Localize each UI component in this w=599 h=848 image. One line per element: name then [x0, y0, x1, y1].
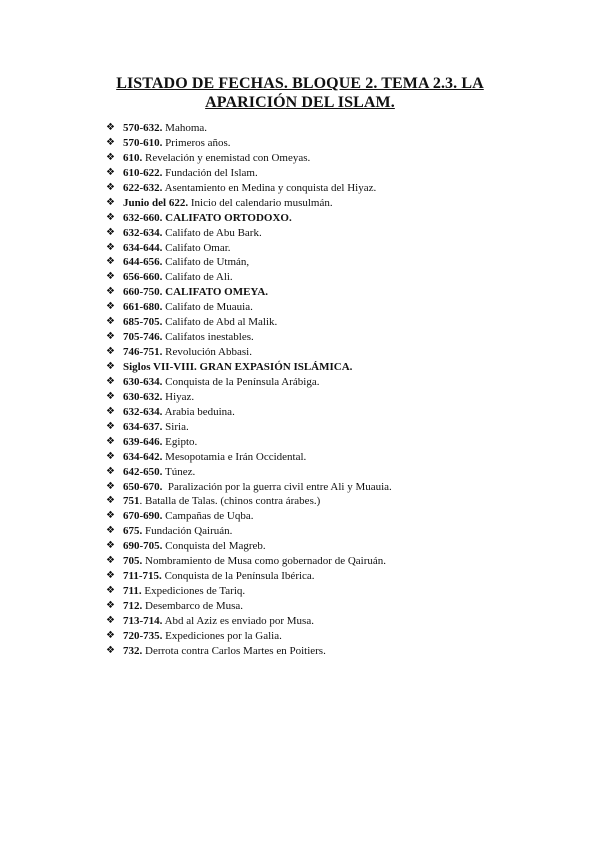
four-diamond-bullet-icon: ❖: [106, 540, 115, 552]
list-item: [106, 270, 392, 285]
item-description: Desembarco de Musa.: [142, 600, 244, 612]
four-diamond-bullet-icon: ❖: [106, 420, 115, 432]
list-item: [106, 226, 392, 241]
list-item: [106, 599, 392, 614]
list-item: [106, 614, 392, 629]
four-diamond-bullet-icon: ❖: [106, 151, 115, 163]
item-date: 732.: [123, 644, 143, 657]
four-diamond-bullet-icon: ❖: [106, 226, 115, 238]
four-diamond-bullet-icon: ❖: [106, 585, 115, 597]
item-date: 630-632.: [123, 390, 163, 403]
item-description: Conquista del Magreb.: [162, 540, 266, 553]
list-item: [106, 285, 392, 300]
item-date: 634-642.: [123, 450, 163, 463]
item-date: 712.: [123, 600, 143, 612]
item-date: 690-705.: [123, 540, 163, 553]
item-description: Mahoma.: [162, 122, 208, 134]
item-description: Primeros años.: [162, 136, 231, 149]
item-date: 713-714.: [123, 614, 163, 627]
four-diamond-bullet-icon: ❖: [106, 450, 115, 462]
list-item: [106, 330, 392, 345]
item-date: 622-632.: [123, 181, 163, 194]
four-diamond-bullet-icon: ❖: [106, 196, 115, 208]
item-date: 746-751.: [123, 346, 163, 359]
item-description: Arabia beduina.: [162, 405, 235, 418]
four-diamond-bullet-icon: ❖: [106, 495, 115, 507]
item-date: 632-634.: [123, 226, 163, 239]
item-description: Nombramiento de Musa como gobernador de Qairuán.: [142, 555, 387, 568]
item-description: Califato de Abd al Malik.: [162, 316, 278, 329]
item-description: Mesopotamia e Irán Occidental.: [162, 450, 307, 463]
item-date: 610.: [123, 151, 143, 164]
item-description: Revelación y enemistad con Omeyas.: [142, 151, 311, 164]
four-diamond-bullet-icon: ❖: [106, 271, 115, 283]
item-date: 650-670.: [123, 480, 163, 493]
item-date: Siglos VII-VIII.: [123, 361, 197, 373]
item-description: Expediciones por la Galia.: [162, 629, 282, 642]
list-item: [106, 420, 392, 435]
four-diamond-bullet-icon: ❖: [106, 555, 115, 567]
item-description: Fundación Qairuán.: [142, 525, 233, 538]
item-date: 711-715.: [123, 570, 162, 583]
four-diamond-bullet-icon: ❖: [106, 629, 115, 641]
list-item: [106, 509, 392, 524]
four-diamond-bullet-icon: ❖: [106, 241, 115, 253]
list-item: [106, 494, 392, 509]
list-item: [106, 390, 392, 405]
four-diamond-bullet-icon: ❖: [106, 644, 115, 656]
item-date: 570-632.: [123, 122, 163, 134]
four-diamond-bullet-icon: ❖: [106, 166, 115, 178]
four-diamond-bullet-icon: ❖: [106, 375, 115, 387]
item-date: 711.: [123, 585, 142, 598]
item-date: 656-660.: [123, 271, 163, 284]
four-diamond-bullet-icon: ❖: [106, 600, 115, 611]
four-diamond-bullet-icon: ❖: [106, 480, 115, 492]
item-description: Campañas de Uqba.: [162, 510, 254, 523]
item-date: 630-634.: [123, 375, 163, 388]
list-item: [106, 196, 392, 211]
item-date: 685-705.: [123, 316, 163, 329]
item-description: Abd al Aziz es enviado por Musa.: [162, 614, 314, 627]
page-title-line-2: APARICIÓN DEL ISLAM.: [205, 94, 395, 111]
list-item: [106, 181, 392, 196]
four-diamond-bullet-icon: ❖: [106, 435, 115, 447]
four-diamond-bullet-icon: ❖: [106, 331, 115, 343]
item-description: CALIFATO ORTODOXO.: [162, 211, 292, 224]
list-item: [106, 166, 392, 181]
item-date: 660-750.: [123, 286, 163, 299]
item-date: 642-650.: [123, 465, 163, 478]
list-item: [106, 241, 392, 256]
item-description: Califato de Utmán,: [162, 256, 250, 269]
item-description: Derrota contra Carlos Martes en Poitiers.: [142, 644, 326, 657]
list-item: [106, 315, 392, 330]
list-item: [106, 345, 392, 360]
item-description: Expediciones de Tariq.: [141, 585, 246, 598]
list-item: [106, 554, 392, 569]
list-item: [106, 569, 392, 584]
item-description: Egipto.: [162, 435, 198, 448]
item-description: Inicio del calendario musulmán.: [188, 196, 333, 209]
list-item: [106, 644, 392, 659]
item-description: Paralización por la guerra civil entre Ali y Muauia.: [162, 480, 392, 493]
item-date: 675.: [123, 525, 143, 538]
item-date: 661-680.: [123, 301, 163, 314]
list-item: [106, 480, 392, 495]
list-item: [106, 584, 392, 599]
item-date: 644-656.: [123, 256, 163, 269]
list-item: [106, 435, 392, 450]
list-item: [106, 136, 392, 151]
item-date: 634-637.: [123, 420, 163, 433]
item-date: 634-644.: [123, 241, 163, 254]
four-diamond-bullet-icon: ❖: [106, 570, 115, 582]
item-description: Hiyaz.: [162, 390, 195, 403]
list-item: [106, 121, 392, 136]
item-date: Junio del 622.: [123, 196, 189, 209]
date-list: [106, 121, 392, 659]
item-date: 751: [123, 495, 140, 508]
list-item: [106, 539, 392, 554]
item-description: Califato Omar.: [162, 241, 231, 254]
item-description: Revolución Abbasi.: [162, 346, 252, 359]
page-title: [60, 74, 540, 112]
item-description: GRAN EXPASIÓN ISLÁMICA.: [196, 361, 353, 373]
list-item: [106, 450, 392, 465]
list-item: [106, 255, 392, 270]
item-description: . Batalla de Talas. (chinos contra árabes.): [139, 495, 321, 508]
four-diamond-bullet-icon: ❖: [106, 181, 115, 193]
four-diamond-bullet-icon: ❖: [106, 390, 115, 402]
item-description: Califato de Muauia.: [162, 301, 253, 314]
page-title-line-1: LISTADO DE FECHAS. BLOQUE 2. TEMA 2.3. LA: [116, 75, 484, 92]
item-date: 705-746.: [123, 331, 163, 344]
four-diamond-bullet-icon: ❖: [106, 510, 115, 522]
four-diamond-bullet-icon: ❖: [106, 301, 115, 313]
item-description: Conquista de la Península Ibérica.: [161, 570, 315, 583]
item-date: 632-660.: [123, 211, 163, 224]
four-diamond-bullet-icon: ❖: [106, 136, 115, 148]
four-diamond-bullet-icon: ❖: [106, 211, 115, 223]
item-description: Califato de Abu Bark.: [162, 226, 262, 239]
list-item: [106, 211, 392, 226]
item-date: 720-735.: [123, 629, 163, 642]
item-date: 705.: [123, 555, 143, 568]
four-diamond-bullet-icon: ❖: [106, 614, 115, 626]
list-item: [106, 375, 392, 390]
four-diamond-bullet-icon: ❖: [106, 465, 115, 477]
item-description: Túnez.: [162, 465, 196, 478]
four-diamond-bullet-icon: ❖: [106, 361, 115, 372]
item-date: 570-610.: [123, 136, 163, 149]
item-description: Califatos inestables.: [162, 331, 254, 344]
item-date: 610-622.: [123, 166, 163, 179]
four-diamond-bullet-icon: ❖: [106, 346, 115, 358]
four-diamond-bullet-icon: ❖: [106, 286, 115, 298]
list-item: [106, 360, 392, 375]
item-date: 639-646.: [123, 435, 163, 448]
list-item: [106, 524, 392, 539]
four-diamond-bullet-icon: ❖: [106, 525, 115, 537]
list-item: [106, 405, 392, 420]
item-description: CALIFATO OMEYA.: [162, 286, 269, 299]
list-item: [106, 465, 392, 480]
list-item: [106, 629, 392, 644]
item-description: Conquista de la Península Arábiga.: [162, 375, 320, 388]
item-description: Siria.: [162, 420, 189, 433]
four-diamond-bullet-icon: ❖: [106, 316, 115, 328]
four-diamond-bullet-icon: ❖: [106, 256, 115, 268]
item-date: 632-634.: [123, 405, 163, 418]
list-item: [106, 151, 392, 166]
item-description: Asentamiento en Medina y conquista del Hiyaz.: [162, 181, 377, 194]
list-item: [106, 300, 392, 315]
four-diamond-bullet-icon: ❖: [106, 405, 115, 417]
item-description: Califato de Ali.: [162, 271, 233, 284]
item-description: Fundación del Islam.: [162, 166, 258, 179]
four-diamond-bullet-icon: ❖: [106, 122, 115, 133]
item-date: 670-690.: [123, 510, 163, 523]
